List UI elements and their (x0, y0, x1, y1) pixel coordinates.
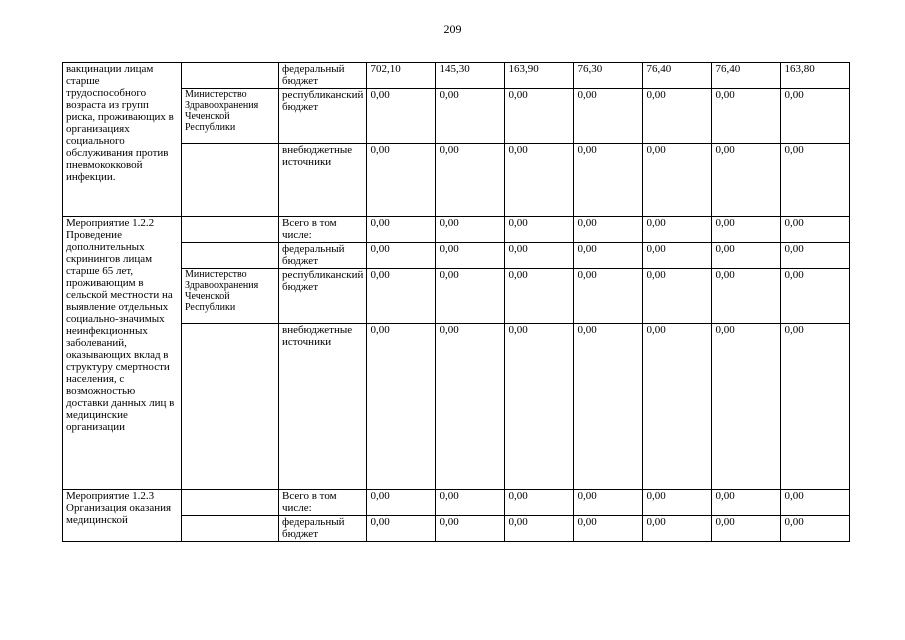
executor-cell (182, 324, 279, 490)
value-cell: 0,00 (367, 89, 436, 144)
source-cell: Всего в том числе: (279, 217, 367, 243)
value-cell: 0,00 (367, 516, 436, 542)
value-cell: 0,00 (367, 243, 436, 269)
value-cell: 0,00 (574, 490, 643, 516)
value-cell: 0,00 (712, 269, 781, 324)
value-cell: 163,90 (505, 63, 574, 89)
value-cell: 0,00 (643, 144, 712, 217)
source-cell: федеральный бюджет (279, 516, 367, 542)
value-cell: 0,00 (574, 144, 643, 217)
value-cell: 0,00 (574, 269, 643, 324)
budget-table (62, 62, 850, 542)
value-cell: 0,00 (712, 516, 781, 542)
value-cell: 0,00 (712, 89, 781, 144)
table-row (63, 490, 850, 516)
event-name: Мероприятие 1.2.2 Проведение дополнительных скринингов лицам старше 65 лет, проживающим в сельской местности на выявление отдельных социально-значимых неинфекционных заболеваний, оказывающих вклад в структуру смертности населения, с возможностью доставки данных лиц в медицинские организации (63, 217, 182, 490)
source-cell: внебюджетные источники (279, 144, 367, 217)
value-cell: 0,00 (712, 490, 781, 516)
table-row (63, 63, 850, 89)
table-row (63, 144, 850, 217)
value-cell: 0,00 (643, 243, 712, 269)
value-cell: 0,00 (367, 490, 436, 516)
table-row (63, 217, 850, 243)
value-cell: 0,00 (781, 217, 850, 243)
value-cell: 0,00 (505, 269, 574, 324)
value-cell: 0,00 (643, 324, 712, 490)
value-cell: 0,00 (574, 516, 643, 542)
value-cell: 0,00 (505, 217, 574, 243)
value-cell: 0,00 (781, 89, 850, 144)
source-cell: республиканский бюджет (279, 269, 367, 324)
executor-cell (182, 490, 279, 516)
executor-cell (182, 217, 279, 243)
table-row (63, 516, 850, 542)
value-cell: 76,30 (574, 63, 643, 89)
value-cell: 145,30 (436, 63, 505, 89)
value-cell: 0,00 (574, 89, 643, 144)
value-cell: 0,00 (505, 324, 574, 490)
value-cell: 0,00 (712, 144, 781, 217)
source-cell: Всего в том числе: (279, 490, 367, 516)
executor-cell: Министерство Здравоохранения Чеченской Республики (182, 269, 279, 324)
value-cell: 0,00 (574, 217, 643, 243)
value-cell: 0,00 (505, 243, 574, 269)
value-cell: 0,00 (643, 217, 712, 243)
page-number: 209 (443, 22, 462, 36)
event-name: Мероприятие 1.2.3 Организация оказания медицинской (63, 490, 182, 542)
executor-cell (182, 516, 279, 542)
value-cell: 0,00 (367, 217, 436, 243)
value-cell: 0,00 (367, 144, 436, 217)
value-cell: 0,00 (712, 324, 781, 490)
value-cell: 0,00 (643, 516, 712, 542)
value-cell: 0,00 (781, 243, 850, 269)
table-row (63, 243, 850, 269)
source-cell: федеральный бюджет (279, 243, 367, 269)
value-cell: 0,00 (781, 324, 850, 490)
value-cell: 76,40 (643, 63, 712, 89)
table-row (63, 269, 850, 324)
value-cell: 0,00 (436, 89, 505, 144)
value-cell: 0,00 (367, 324, 436, 490)
value-cell: 702,10 (367, 63, 436, 89)
value-cell: 0,00 (643, 89, 712, 144)
value-cell: 0,00 (436, 243, 505, 269)
value-cell: 0,00 (505, 516, 574, 542)
value-cell: 0,00 (574, 243, 643, 269)
value-cell: 0,00 (781, 490, 850, 516)
value-cell: 0,00 (781, 269, 850, 324)
executor-cell (182, 144, 279, 217)
value-cell: 0,00 (436, 324, 505, 490)
value-cell: 0,00 (367, 269, 436, 324)
value-cell: 0,00 (643, 269, 712, 324)
executor-cell (182, 243, 279, 269)
source-cell: внебюджетные источники (279, 324, 367, 490)
executor-cell (182, 63, 279, 89)
value-cell: 76,40 (712, 63, 781, 89)
value-cell: 0,00 (712, 243, 781, 269)
value-cell: 0,00 (505, 490, 574, 516)
executor-cell: Министерство Здравоохранения Чеченской Республики (182, 89, 279, 144)
value-cell: 0,00 (505, 144, 574, 217)
value-cell: 0,00 (436, 217, 505, 243)
value-cell: 0,00 (436, 516, 505, 542)
value-cell: 0,00 (436, 490, 505, 516)
value-cell: 0,00 (436, 269, 505, 324)
value-cell: 0,00 (781, 144, 850, 217)
value-cell: 0,00 (505, 89, 574, 144)
event-name: вакцинации лицам старше трудоспособного возраста из групп риска, проживающих в организациях социального обслуживания против пневмококковой инфекции. (63, 63, 182, 217)
table-row (63, 89, 850, 144)
source-cell: федеральный бюджет (279, 63, 367, 89)
value-cell: 0,00 (712, 217, 781, 243)
value-cell: 0,00 (643, 490, 712, 516)
value-cell: 0,00 (436, 144, 505, 217)
source-cell: республиканский бюджет (279, 89, 367, 144)
value-cell: 0,00 (781, 516, 850, 542)
value-cell: 163,80 (781, 63, 850, 89)
value-cell: 0,00 (574, 324, 643, 490)
table-row (63, 324, 850, 490)
